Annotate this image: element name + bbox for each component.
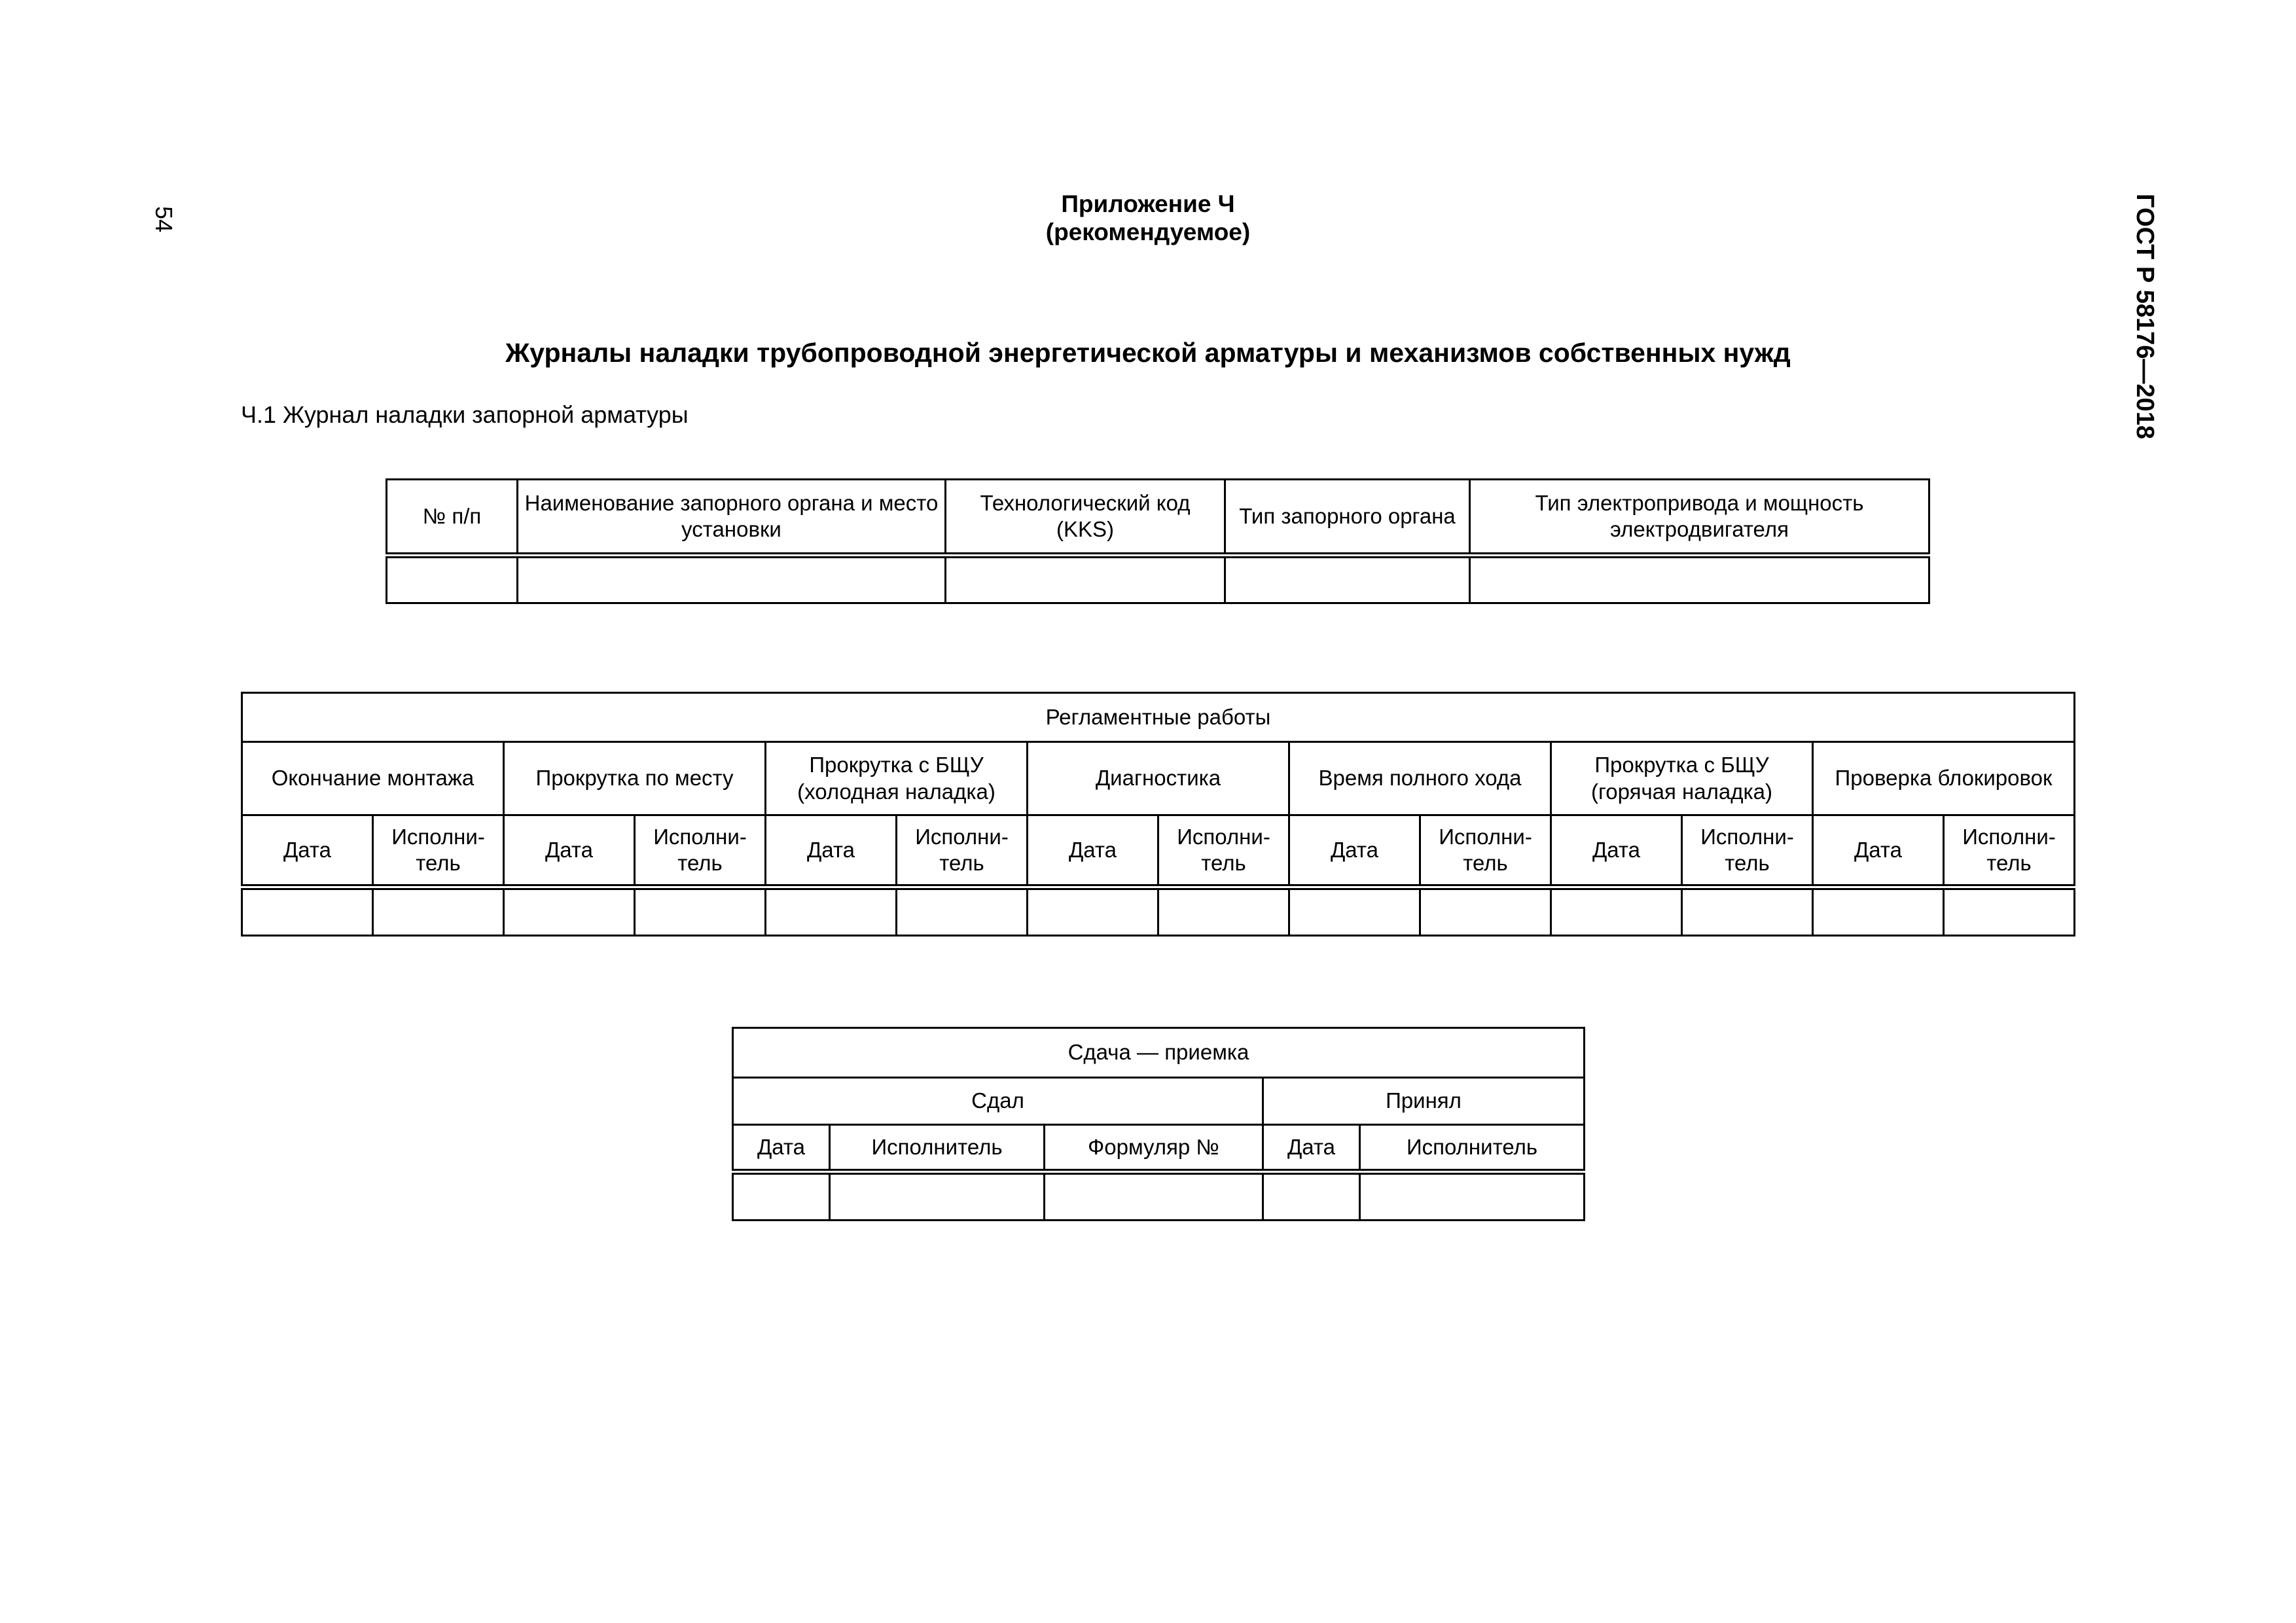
header-executor-handed: Исполнитель (830, 1125, 1045, 1172)
valve-table (386, 478, 1930, 604)
cell-date[interactable] (242, 887, 373, 936)
group-full-stroke-time: Время полного хода (1289, 742, 1551, 815)
header-date-accepted: Дата (1263, 1125, 1360, 1172)
handed-over-header: Сдал (733, 1078, 1263, 1125)
cell-date[interactable] (1551, 887, 1682, 936)
accepted-header: Принял (1263, 1078, 1585, 1125)
subheader-date: Дата (766, 815, 897, 887)
subheader-executor: Исполни-тель (635, 815, 766, 887)
cell-executor[interactable] (1420, 887, 1551, 936)
cell-valve-type[interactable] (1225, 556, 1470, 603)
header-form-number: Формуляр № (1045, 1125, 1263, 1172)
header-num: № п/п (387, 480, 518, 556)
appendix-title: Приложение Ч (1061, 190, 1235, 217)
cell-name-location[interactable] (518, 556, 946, 603)
appendix-note: (рекомендуемое) (1045, 219, 1251, 245)
section-heading: Ч.1 Журнал наладки запорной арматуры (241, 401, 689, 428)
subheader-executor: Исполни-тель (1420, 815, 1551, 887)
page-number: 54 (151, 206, 177, 233)
cell-date[interactable] (1028, 887, 1158, 936)
main-title: Журналы наладки трубопроводной энергетической арматуры и механизмов собственных нужд (505, 338, 1791, 368)
cell-executor[interactable] (897, 887, 1028, 936)
group-assembly-end: Окончание монтажа (242, 742, 504, 815)
group-hot-commissioning: Прокрутка с БЩУ (горячая наладка) (1551, 742, 1813, 815)
cell-form-number[interactable] (1045, 1172, 1263, 1221)
scheduled-works-title: Регламентные работы (242, 693, 2075, 742)
subheader-executor: Исполни-тель (1158, 815, 1289, 887)
subheader-date: Дата (242, 815, 373, 887)
subheader-executor: Исполни-тель (373, 815, 504, 887)
header-valve-type: Тип запорного органа (1225, 480, 1470, 556)
scheduled-works-table (241, 692, 2075, 936)
cell-executor-handed[interactable] (830, 1172, 1045, 1221)
header-executor-accepted: Исполнитель (1360, 1125, 1585, 1172)
handover-table (732, 1027, 1585, 1221)
cell-executor[interactable] (1944, 887, 2075, 936)
header-kks-code: Технологический код (KKS) (946, 480, 1225, 556)
cell-kks-code[interactable] (946, 556, 1225, 603)
header-drive-type: Тип электропривода и мощность электродвигателя (1470, 480, 1929, 556)
subheader-date: Дата (1289, 815, 1420, 887)
cell-date-handed[interactable] (733, 1172, 830, 1221)
cell-num[interactable] (387, 556, 518, 603)
cell-executor[interactable] (1158, 887, 1289, 936)
cell-executor[interactable] (635, 887, 766, 936)
subheader-date: Дата (504, 815, 635, 887)
header-name-location: Наименование запорного органа и место установки (518, 480, 946, 556)
subheader-date: Дата (1028, 815, 1158, 887)
header-date-handed: Дата (733, 1125, 830, 1172)
subheader-executor: Исполни-тель (1944, 815, 2075, 887)
cell-date[interactable] (1813, 887, 1944, 936)
subheader-executor: Исполни-тель (897, 815, 1028, 887)
cell-executor-accepted[interactable] (1360, 1172, 1585, 1221)
handover-title: Сдача — приемка (733, 1028, 1585, 1078)
cell-executor[interactable] (1682, 887, 1813, 936)
cell-date[interactable] (1289, 887, 1420, 936)
cell-drive-type[interactable] (1470, 556, 1929, 603)
group-interlock-check: Проверка блокировок (1813, 742, 2075, 815)
cell-executor[interactable] (373, 887, 504, 936)
subheader-date: Дата (1551, 815, 1682, 887)
subheader-date: Дата (1813, 815, 1944, 887)
group-local-rotation: Прокрутка по месту (504, 742, 766, 815)
cell-date[interactable] (766, 887, 897, 936)
group-cold-commissioning: Прокрутка с БЩУ (холодная наладка) (766, 742, 1028, 815)
cell-date[interactable] (504, 887, 635, 936)
cell-date-accepted[interactable] (1263, 1172, 1360, 1221)
document-code: ГОСТ Р 58176—2018 (2131, 194, 2159, 439)
group-diagnostics: Диагностика (1028, 742, 1289, 815)
subheader-executor: Исполни-тель (1682, 815, 1813, 887)
